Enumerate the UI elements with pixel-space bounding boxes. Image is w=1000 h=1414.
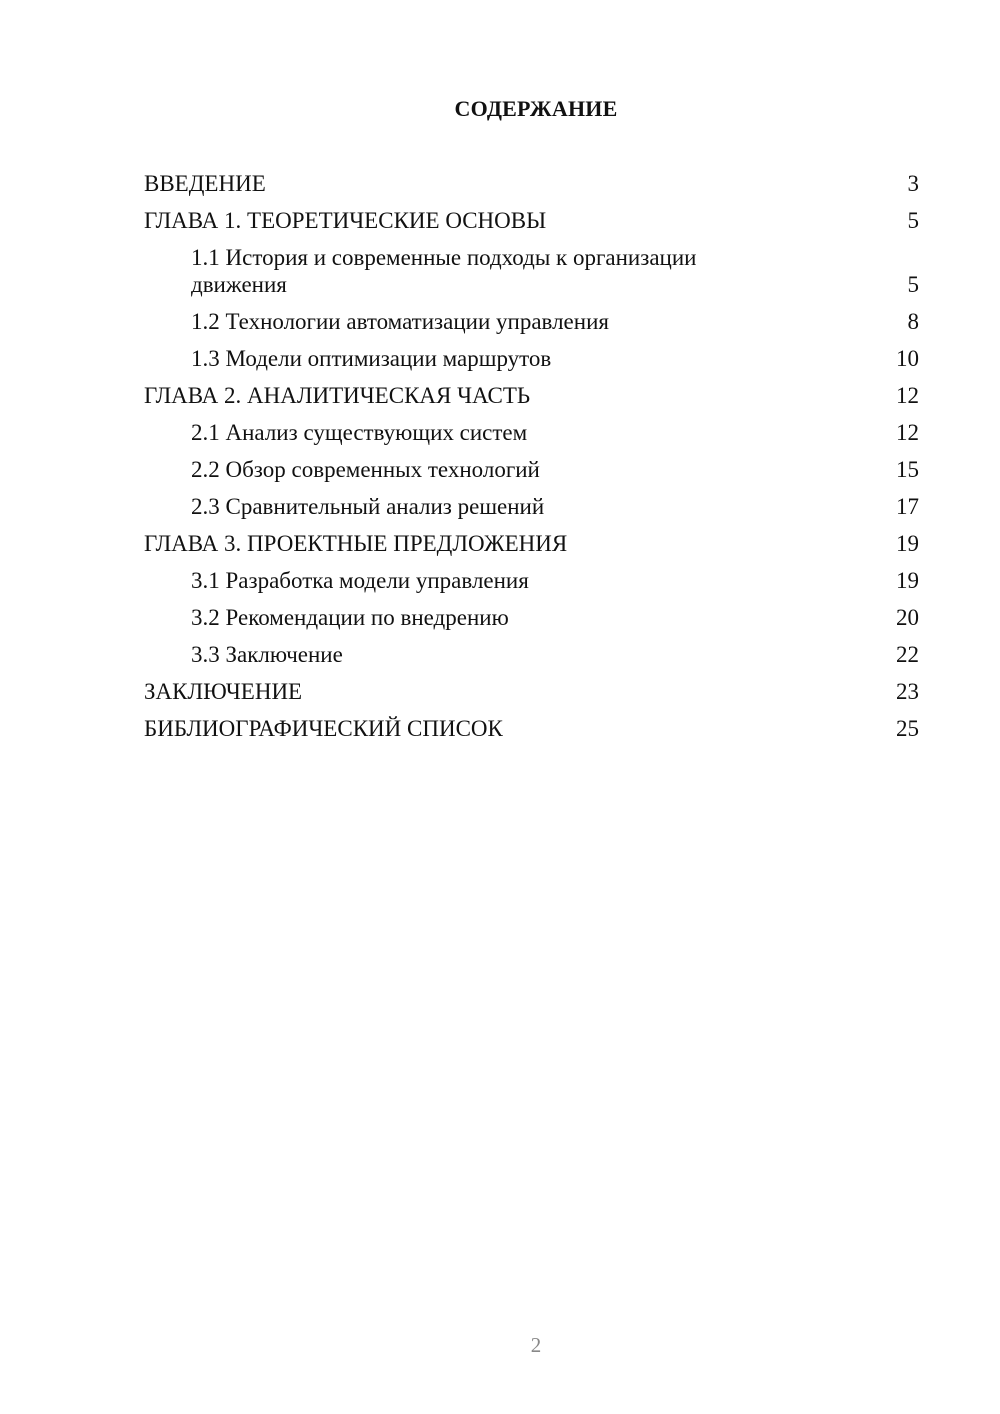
toc-entry-label: 1.2 Технологии автоматизации управления <box>191 309 609 334</box>
toc-subsection-entry[interactable] <box>144 488 919 525</box>
toc-entry-label: 2.2 Обзор современных технологий <box>191 457 540 482</box>
page-number: 2 <box>530 1333 542 1357</box>
toc-entry-label: ГЛАВА 1. ТЕОРЕТИЧЕСКИЕ ОСНОВЫ <box>144 208 547 233</box>
toc-entry-label: ЗАКЛЮЧЕНИЕ <box>144 679 303 704</box>
toc-entry-page: 20 <box>896 605 919 630</box>
toc-subsection-entry[interactable] <box>144 303 919 340</box>
toc-entry-label: ВВЕДЕНИЕ <box>144 171 266 196</box>
table-of-contents <box>144 165 919 747</box>
toc-entry-page: 23 <box>896 679 919 704</box>
toc-entry-page: 22 <box>896 642 919 667</box>
toc-entry-page: 15 <box>896 457 919 482</box>
toc-entry-label: 2.1 Анализ существующих систем <box>191 420 528 445</box>
toc-entry-page: 19 <box>896 568 919 593</box>
toc-entry-label: ГЛАВА 2. АНАЛИТИЧЕСКАЯ ЧАСТЬ <box>144 383 531 408</box>
toc-section-entry[interactable] <box>144 673 919 710</box>
toc-entry-page: 3 <box>907 171 919 196</box>
toc-entry-page: 5 <box>907 272 919 297</box>
toc-entry-page: 17 <box>896 494 919 519</box>
toc-subsection-entry[interactable] <box>144 636 919 673</box>
toc-section-entry[interactable] <box>144 165 919 202</box>
toc-section-entry[interactable] <box>144 710 919 747</box>
toc-entry-label: 1.3 Модели оптимизации маршрутов <box>191 346 552 371</box>
toc-entry-page: 10 <box>896 346 919 371</box>
toc-section-entry[interactable] <box>144 525 919 562</box>
toc-entry-page: 25 <box>896 716 919 741</box>
toc-entry-page: 8 <box>907 309 919 334</box>
toc-entry-label: 3.3 Заключение <box>191 642 343 667</box>
toc-subsection-entry[interactable] <box>144 599 919 636</box>
toc-entry-page: 19 <box>896 531 919 556</box>
toc-entry-page: 12 <box>896 383 919 408</box>
toc-subsection-entry[interactable] <box>144 340 919 377</box>
toc-section-entry[interactable] <box>144 377 919 414</box>
toc-entry-page: 12 <box>896 420 919 445</box>
page-title: СОДЕРЖАНИЕ <box>454 96 618 121</box>
toc-entry-label: 1.1 История и современные подходы к организации движения <box>191 245 697 297</box>
toc-entry-page: 5 <box>907 208 919 233</box>
toc-entry-label: ГЛАВА 3. ПРОЕКТНЫЕ ПРЕДЛОЖЕНИЯ <box>144 531 568 556</box>
toc-entry-label: 3.1 Разработка модели управления <box>191 568 529 593</box>
toc-section-entry[interactable] <box>144 202 919 239</box>
toc-subsection-entry[interactable] <box>144 562 919 599</box>
toc-entry-label: 3.2 Рекомендации по внедрению <box>191 605 509 630</box>
toc-entry-label: 2.3 Сравнительный анализ решений <box>191 494 545 519</box>
toc-subsection-entry[interactable] <box>144 239 919 303</box>
toc-entry-label: БИБЛИОГРАФИЧЕСКИЙ СПИСОК <box>144 716 503 741</box>
toc-subsection-entry[interactable] <box>144 414 919 451</box>
toc-subsection-entry[interactable] <box>144 451 919 488</box>
